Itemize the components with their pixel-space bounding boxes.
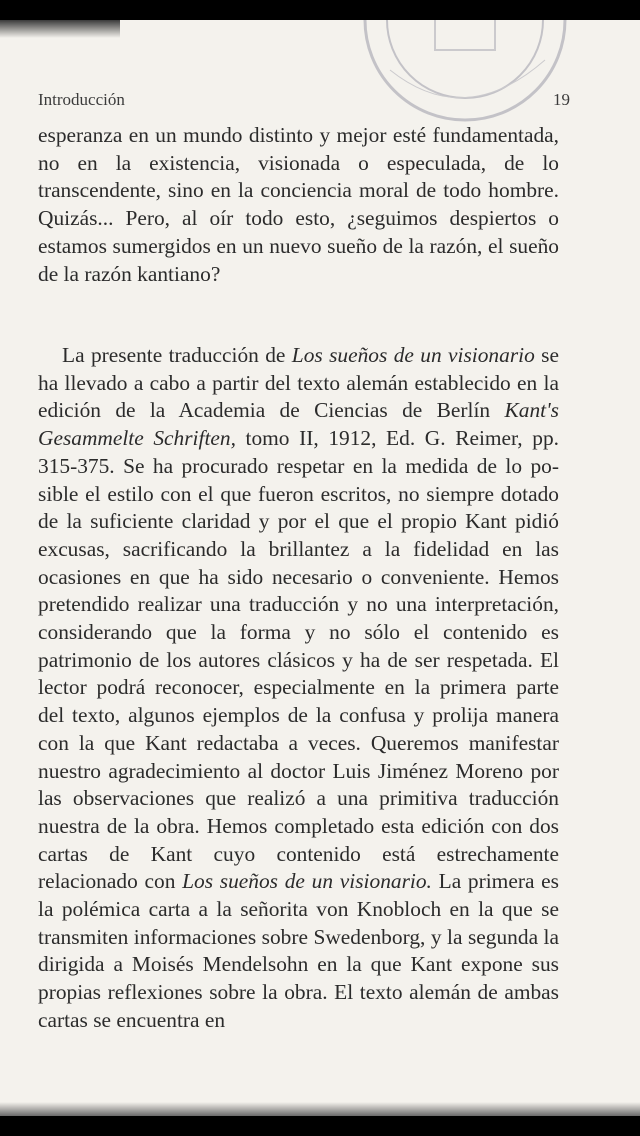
running-header <box>38 90 570 114</box>
paragraph-2-text-c: tomo II, 1912, Ed. G. Reimer, pp. 315-375. Se ha procurado respetar en la medida de lo posible el estilo con el que fueron escritos, no siempre dotado de la suficiente claridad y por el que el propio Kant pidió excusas, sacrificando la brillantez a la fidelidad en las ocasiones en que ha sido necesario o conveniente. Hemos pretendido realizar una traducción y no una interpretación, considerando que la forma y no sólo el contenido es patrimonio de los autores clásicos y ha de ser respetada. El lector podrá reconocer, especialmente en la primera parte del texto, algunos ejemplos de la confusa y prolija manera con la que Kant redactaba a veces. Queremos manifestar nuestro agradecimiento al doctor Luis Jiménez Moreno por las observaciones que realizó a una primitiva traducción nuestra de la obra. Hemos completado esta edición con dos cartas de Kant cuyo contenido está estrechamente relacionado con <box>38 426 559 894</box>
book-page <box>0 20 640 1116</box>
paragraph-2-text-b: se ha llevado a cabo a partir del texto alemán establecido en la edición de la Academia de Ciencias de Berlín <box>38 343 559 423</box>
header-title: Introducción <box>38 90 125 109</box>
paragraph-2-text-d: La primera es la polémica carta a la señorita von Knobloch en la que se transmiten informaciones sobre Swedenborg, y la segunda la dirigida a Moisés Mendelsohn en la que Kant expone sus propias reflexiones sobre la obra. El texto alemán de ambas cartas se encuentra en <box>38 869 559 1032</box>
page-number: 19 <box>553 90 570 109</box>
book-title-italic: Los sueños de un visionario <box>291 343 535 367</box>
paragraph-2 <box>38 342 559 1035</box>
paragraph-1: esperanza en un mundo distinto y mejor esté fundamentada, no en la existencia, visionada o especulada, de lo transcendente, sino en la conciencia moral de todo hombre. Quizás... Pero, al oír todo esto, ¿seguimos despiertos o estamos sumergidos en un nuevo sueño de la razón, el sueño de la razón kantiano? <box>38 123 559 286</box>
book-title-italic-2: Los sueños de un visionario. <box>182 869 432 894</box>
collected-works-title-italic: Kant's Gesammelte Schriften, <box>38 398 559 451</box>
page-shadow-top <box>0 20 120 38</box>
page-shadow-bottom <box>0 1102 640 1116</box>
paragraph-2-text-a: La presente traducción de <box>62 343 292 367</box>
